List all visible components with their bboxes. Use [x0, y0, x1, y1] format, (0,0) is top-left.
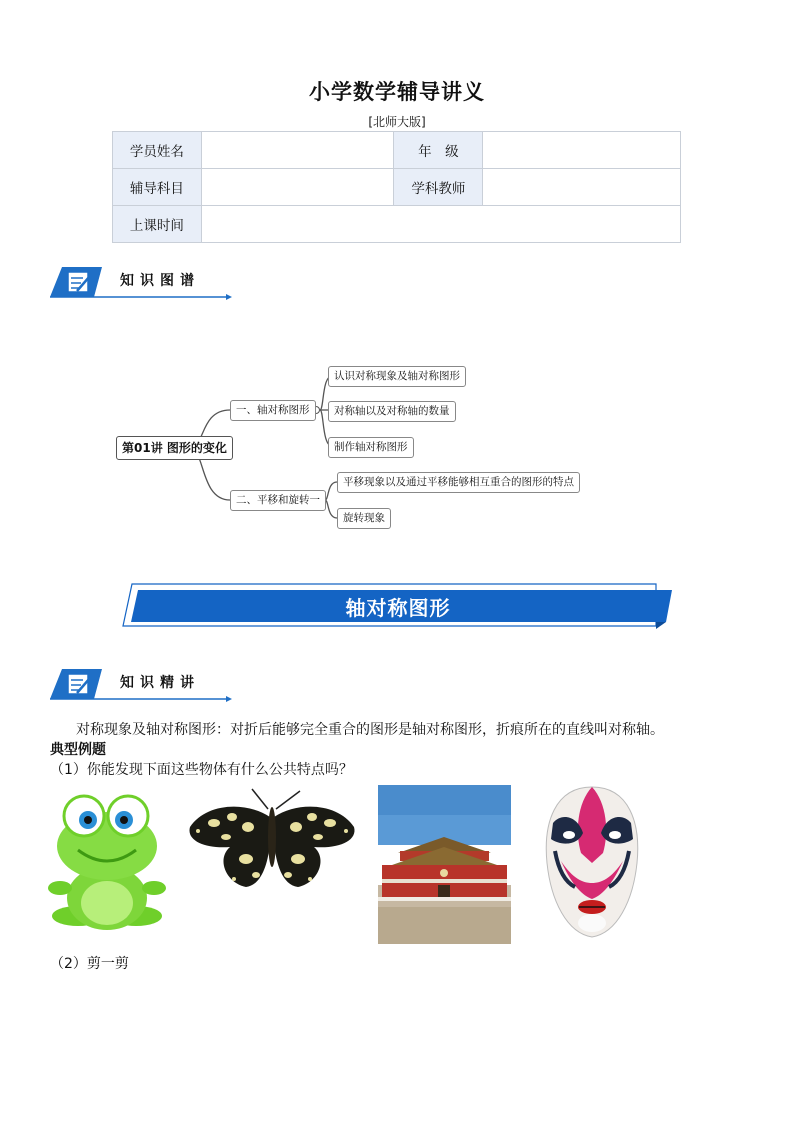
teacher-field[interactable] [483, 169, 681, 206]
page-title: 小学数学辅导讲义 [309, 80, 485, 104]
grade-field[interactable] [483, 132, 681, 169]
mindmap-leaf: 制作轴对称图形 [328, 437, 414, 458]
question-2: （2）剪一剪 [50, 956, 129, 972]
mindmap-leaf: 旋转现象 [337, 508, 391, 529]
grade-label: 年 级 [394, 132, 483, 169]
definition-text: 对称现象及轴对称图形：对折后能够完全重合的图形是轴对称图形，折痕所在的直线叫对称轴。 [76, 722, 664, 738]
mindmap-branch-translation-rotation: 二、平移和旋转一 [230, 490, 326, 511]
class-time-label: 上课时间 [113, 206, 202, 243]
subject-label: 辅导科目 [113, 169, 202, 206]
student-name-field[interactable] [201, 132, 394, 169]
mindmap-branch-axis-symmetry: 一、轴对称图形 [230, 400, 316, 421]
teacher-label: 学科教师 [394, 169, 483, 206]
section-header-knowledge-map [50, 264, 240, 304]
class-time-field[interactable] [201, 206, 680, 243]
subject-field[interactable] [201, 169, 394, 206]
mindmap-leaf: 平移现象以及通过平移能够相互重合的图形的特点 [337, 472, 580, 493]
section-banner [122, 582, 674, 630]
mindmap-leaf: 对称轴以及对称轴的数量 [328, 401, 456, 422]
frog-image [48, 788, 166, 940]
edition-label: [北师大版] [368, 115, 426, 129]
section-header-label: 知识精讲 [120, 675, 200, 691]
notepad-icon [68, 272, 90, 292]
example-heading: 典型例题 [50, 742, 106, 758]
butterfly-image [186, 787, 358, 893]
question-1: （1）你能发现下面这些物体有什么公共特点吗？ [50, 762, 353, 778]
section-header-label: 知识图谱 [120, 273, 200, 289]
mindmap-root: 第01讲 图形的变化 [116, 436, 233, 460]
notepad-icon [68, 674, 90, 694]
student-name-label: 学员姓名 [113, 132, 202, 169]
section-header-knowledge-detail [50, 666, 240, 706]
student-info-table [112, 131, 681, 243]
banner-title: 轴对称图形 [345, 595, 451, 620]
mindmap-leaf: 认识对称现象及轴对称图形 [328, 366, 466, 387]
opera-mask-image [541, 783, 643, 942]
tiananmen-image [378, 785, 511, 944]
